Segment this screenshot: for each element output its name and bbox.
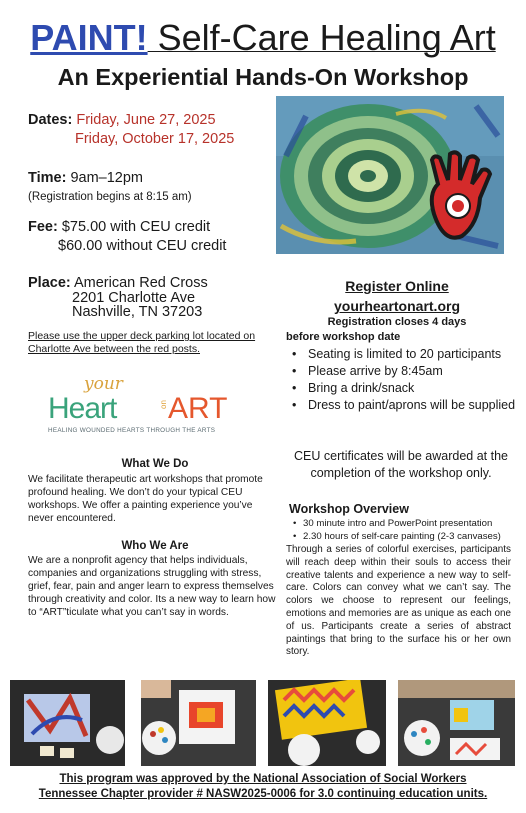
time-label: Time:	[28, 170, 67, 186]
title-rest: Self-Care Healing Art	[147, 17, 496, 58]
who-we-are-text: We are a nonprofit agency that helps individuals, companies and organizations struggling with stress, grief, fear, pain and anger learn to express themselves through creativity and color. Its a new way to learn how to “ART”ticulate what you can’t say in words.	[28, 555, 276, 618]
overview-heading: Workshop Overview	[289, 502, 409, 516]
logo-heart: Heart	[48, 392, 117, 425]
place-block	[28, 276, 208, 320]
time-note: (Registration begins at 8:15 am)	[28, 191, 192, 203]
logo-tagline: HEALING WOUNDED HEARTS THROUGH THE ARTS	[48, 427, 216, 434]
workshop-photo-3	[268, 680, 386, 766]
spiral-handprint-painting	[276, 96, 504, 254]
your-heart-on-art-logo	[48, 374, 228, 436]
logo-heart-word	[48, 392, 116, 426]
register-online: Register Online	[345, 278, 449, 294]
workshop-photo-2	[141, 680, 256, 766]
list-item: • Please arrive by 8:45am	[292, 363, 522, 380]
date-1: Friday, June 27, 2025	[76, 112, 216, 128]
who-we-are-heading: Who We Are	[121, 540, 189, 552]
time-value: 9am–12pm	[70, 170, 143, 186]
workshop-photo-4	[398, 680, 515, 766]
place-2: 2201 Charlotte Ave	[72, 289, 196, 306]
list-item: • 30 minute intro and PowerPoint presentation	[289, 518, 521, 531]
place-1: American Red Cross	[73, 275, 208, 291]
logo-on: on	[158, 400, 168, 409]
fee-1: $75.00 with CEU credit	[61, 219, 211, 235]
footer-line-2: Tennessee Chapter provider # NASW2025-0006 for 3.0 continuing education units.	[38, 788, 488, 800]
register-block	[284, 276, 510, 316]
fee-label: Fee:	[28, 219, 58, 235]
what-we-do-text: We facilitate therapeutic art workshops that promote profound healing. We don’t do your typical CEU workshops. We offer a painting experience you’ve never encountered.	[28, 474, 263, 524]
list-item: • 2.30 hours of self-care painting (2-3 canvases)	[289, 531, 521, 544]
parking-note: Please use the upper deck parking lot located on Charlotte Ave between the red posts.	[28, 330, 256, 355]
fee-block	[28, 218, 226, 256]
list-item: • Bring a drink/snack	[292, 380, 522, 397]
dates-label: Dates:	[28, 112, 73, 128]
time-block	[28, 169, 192, 207]
title-paint: PAINT!	[30, 17, 148, 58]
register-url-link[interactable]: yourheartonart.org	[333, 298, 460, 314]
logo-art: ART	[168, 392, 228, 425]
registration-bullets	[292, 346, 522, 414]
dates-block	[28, 111, 234, 149]
place-3: Nashville, TN 37203	[72, 304, 203, 320]
flyer-title	[0, 18, 526, 58]
what-we-do-heading: What We Do	[121, 458, 189, 470]
ceu-note: CEU certificates will be awarded at the completion of the workshop only.	[294, 449, 508, 480]
date-2: Friday, October 17, 2025	[75, 131, 235, 147]
logo-your: your	[84, 374, 123, 394]
footer-line-1: This program was approved by the National Association of Social Workers	[59, 773, 467, 785]
place-label: Place:	[28, 275, 71, 291]
registration-closes-1: Registration closes 4 days	[327, 316, 467, 328]
list-item: • Seating is limited to 20 participants	[292, 346, 522, 363]
nasw-approval-footer	[0, 772, 526, 802]
fee-2: $60.00 without CEU credit	[58, 238, 227, 254]
list-item: • Dress to paint/aprons will be supplied	[292, 397, 522, 414]
workshop-photo-1	[10, 680, 125, 766]
registration-closes-2: before workshop date	[286, 331, 401, 343]
flyer-subtitle: An Experiential Hands-On Workshop	[57, 64, 469, 90]
overview-text: Through a series of colorful exercises, participants will reach deep within their souls to access their creative talents and experience a new way to self-care. Colors can convey what we can’t say. The colors we choose to represent our feelings, emotions and memories are as unique as each one of us. Participants create a series of abstract paintings that bring to the surface his or her own story.	[286, 544, 511, 658]
overview-bullets	[289, 518, 521, 543]
